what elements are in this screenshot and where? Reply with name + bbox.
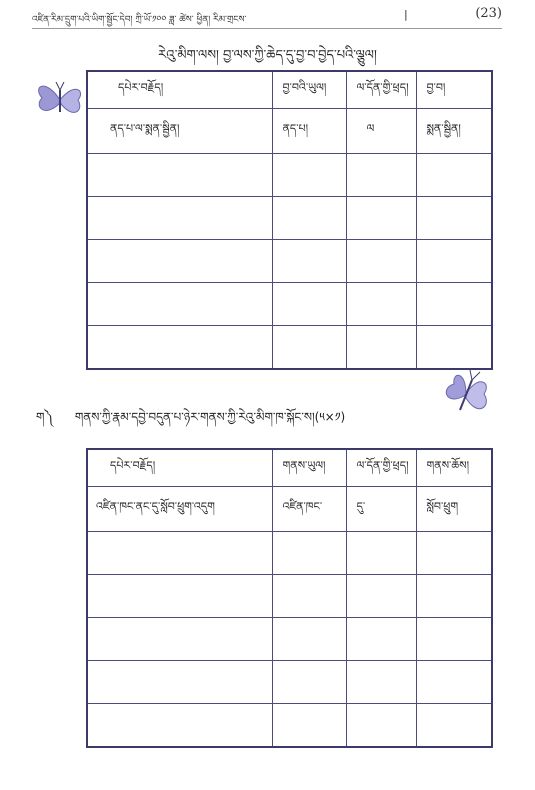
answer-cell[interactable] (87, 704, 272, 748)
example-cell: ནད་པ། (272, 109, 346, 154)
table-header-row (87, 449, 492, 487)
answer-cell[interactable] (416, 661, 492, 704)
table-row (87, 197, 492, 240)
header-cell: ལ་དོན་གྱི་ཕྲད། (346, 449, 416, 487)
answer-cell[interactable] (272, 532, 346, 575)
answer-cell[interactable] (272, 575, 346, 618)
example-row (87, 487, 492, 532)
answer-cell[interactable] (87, 575, 272, 618)
answer-cell[interactable] (272, 704, 346, 748)
header-cell: བྱ་བ། (416, 71, 492, 109)
section2-question (36, 404, 345, 438)
header-cell: དཔེར་བརྗོད། (87, 449, 272, 487)
table-header-row (87, 71, 492, 109)
example-cell: དུ་ (346, 487, 416, 532)
answer-cell[interactable] (87, 618, 272, 661)
header-cell: གནས་ཆོས། (416, 449, 492, 487)
butterfly-icon (34, 76, 86, 124)
table-row (87, 704, 492, 748)
table-row (87, 532, 492, 575)
answer-cell[interactable] (87, 197, 272, 240)
answer-cell[interactable] (346, 661, 416, 704)
answer-cell[interactable] (346, 704, 416, 748)
header-cell: དཔེར་བརྗོད། (87, 71, 272, 109)
table-row (87, 661, 492, 704)
answer-cell[interactable] (272, 154, 346, 197)
answer-cell[interactable] (346, 618, 416, 661)
answer-cell[interactable] (87, 532, 272, 575)
answer-cell[interactable] (87, 283, 272, 326)
example-cell: ལ (346, 109, 416, 154)
answer-cell[interactable] (416, 618, 492, 661)
answer-cell[interactable] (272, 661, 346, 704)
answer-cell[interactable] (416, 283, 492, 326)
answer-cell[interactable] (416, 532, 492, 575)
example-cell: འཛིན་ཁང་ (272, 487, 346, 532)
answer-cell[interactable] (272, 197, 346, 240)
table-row (87, 575, 492, 618)
answer-cell[interactable] (346, 197, 416, 240)
example-row (87, 109, 492, 154)
answer-cell[interactable] (346, 283, 416, 326)
example-cell: སྨན་སྦྱིན། (416, 109, 492, 154)
answer-cell[interactable] (416, 575, 492, 618)
answer-cell[interactable] (346, 532, 416, 575)
answer-cell[interactable] (272, 618, 346, 661)
answer-cell[interactable] (87, 326, 272, 370)
question-number: ག༽ (36, 410, 54, 424)
header-cell: བྱ་བའི་ཡུལ། (272, 71, 346, 109)
table-row (87, 326, 492, 370)
answer-cell[interactable] (416, 154, 492, 197)
answer-cell[interactable] (416, 704, 492, 748)
answer-cell[interactable] (87, 661, 272, 704)
butterfly-icon (438, 366, 492, 422)
answer-cell[interactable] (346, 154, 416, 197)
answer-cell[interactable] (346, 326, 416, 370)
answer-cell[interactable] (272, 240, 346, 283)
page-number: (23) (475, 6, 502, 21)
answer-cell[interactable] (346, 575, 416, 618)
answer-cell[interactable] (416, 240, 492, 283)
header-rule (32, 28, 502, 29)
section2-table (86, 448, 493, 748)
header-cell: གནས་ཡུལ། (272, 449, 346, 487)
answer-cell[interactable] (416, 197, 492, 240)
running-title: འཛིན་རིམ་དྲུག་པའི་ཡིག་སྦྱོང་དེབ། ཀྲི་ཡོ་༡༠༠ ཟླ་ ཚེས་ ཕྱིན། རིམ་གྲངས་ (32, 15, 247, 25)
answer-cell[interactable] (87, 154, 272, 197)
example-cell: འཛིན་ཁང་ནང་དུ་སློབ་ཕྲུག་འདུག (87, 487, 272, 532)
header-separator: | (404, 8, 408, 21)
question-text: གནས་ཀྱི་རྣམ་དབྱེ་བདུན་པ་ཉེར་གནས་ཀྱི་རེའུ་མིག་ཁ་སྐོང་ས།(༥×༡) (74, 410, 346, 424)
section1-title: རེའུ་མིག་ལས། བྱ་ལས་ཀྱི་ཆེད་དུ་བྱ་བ་བྱེད་པའི་ལྕུལ། (158, 48, 377, 63)
section1-table (86, 70, 493, 370)
header-cell: ལ་དོན་གྱི་ཕྲད། (346, 71, 416, 109)
table-row (87, 283, 492, 326)
answer-cell[interactable] (272, 283, 346, 326)
answer-cell[interactable] (416, 326, 492, 370)
answer-cell[interactable] (87, 240, 272, 283)
running-header (32, 6, 502, 28)
table-row (87, 618, 492, 661)
table-row (87, 154, 492, 197)
answer-cell[interactable] (272, 326, 346, 370)
answer-cell[interactable] (346, 240, 416, 283)
table-row (87, 240, 492, 283)
example-cell: སློབ་ཕྲུག (416, 487, 492, 532)
example-cell: ནད་པ་ལ་སྨན་སྦྱིན། (87, 109, 272, 154)
